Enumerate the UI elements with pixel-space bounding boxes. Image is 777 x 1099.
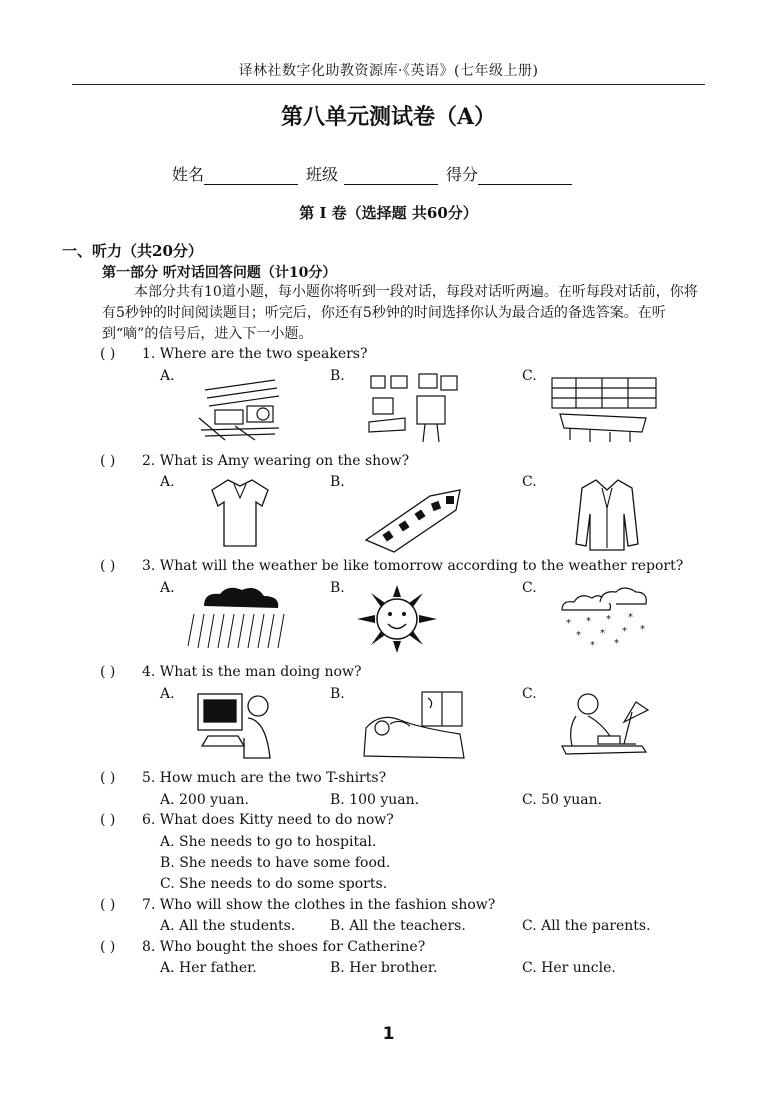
svg-text:*: * <box>566 618 571 629</box>
question-1: 1. Where are the two speakers? <box>142 346 368 362</box>
rain-icon <box>184 582 292 652</box>
option-b: B. 100 yuan. <box>330 792 420 808</box>
option-label: B. <box>330 580 345 596</box>
svg-text:*: * <box>614 638 619 649</box>
volume-title: 第 I 卷（选择题 共60分） <box>299 204 478 222</box>
sunny-icon <box>352 584 442 654</box>
class-blank[interactable] <box>344 167 438 185</box>
question-2: 2. What is Amy wearing on the show? <box>142 453 410 469</box>
answer-paren[interactable]: ( ) <box>100 346 116 362</box>
scarf-picture <box>360 480 464 554</box>
classroom-messy-picture <box>195 370 285 442</box>
man-computer-picture <box>194 688 278 760</box>
question-5: 5. How much are the two T-shirts? <box>142 770 387 786</box>
answer-paren[interactable]: ( ) <box>100 897 116 913</box>
option-b: B. All the teachers. <box>330 918 466 934</box>
option-label: B. <box>330 686 345 702</box>
option-label: A. <box>160 474 175 490</box>
svg-text:*: * <box>640 624 645 635</box>
svg-text:*: * <box>576 630 581 641</box>
option-label: C. <box>522 474 537 490</box>
instructions: 本部分共有10道小题，每小题你将听到一段对话，每段对话听两遍。在听每段对话前，你将有5秒钟的时间阅读题目；听完后，你还有5秒钟的时间选择你认为最合适的备选答案。在听到“嘀”的信号后，进入下一小题。 <box>102 284 698 342</box>
office-picture <box>365 372 463 444</box>
option-label: A. <box>160 368 175 384</box>
answer-paren[interactable]: ( ) <box>100 664 116 680</box>
svg-text:*: * <box>622 626 627 637</box>
blouse-picture <box>574 474 640 554</box>
option-c: C. All the parents. <box>522 918 651 934</box>
name-blank[interactable] <box>204 167 298 185</box>
svg-text:*: * <box>586 616 591 627</box>
option-c: C. She needs to do some sports. <box>160 876 388 892</box>
option-label: A. <box>160 686 175 702</box>
page-header: 译林社数字化助教资源库·《英语》(七年级上册) <box>238 63 539 79</box>
name-label: 姓名 <box>172 165 205 184</box>
svg-text:*: * <box>628 612 633 623</box>
name-label-group <box>172 162 298 185</box>
option-a: A. She needs to go to hospital. <box>160 834 377 850</box>
option-label: C. <box>522 686 537 702</box>
option-b: B. Her brother. <box>330 960 438 976</box>
part-title: 第一部分 听对话回答问题（计10分） <box>102 265 337 281</box>
man-sleeping-picture <box>360 688 470 760</box>
question-6: 6. What does Kitty need to do now? <box>142 812 394 828</box>
question-7: 7. Who will show the clothes in the fashion show? <box>142 897 496 913</box>
question-4: 4. What is the man doing now? <box>142 664 362 680</box>
svg-text:*: * <box>590 640 595 650</box>
option-label: C. <box>522 368 537 384</box>
answer-paren[interactable]: ( ) <box>100 558 116 574</box>
option-label: A. <box>160 580 175 596</box>
class-label-group <box>306 162 438 185</box>
score-label-group <box>446 162 572 185</box>
page-number: 1 <box>382 1024 395 1044</box>
answer-paren[interactable]: ( ) <box>100 939 116 955</box>
option-label: C. <box>522 580 537 596</box>
option-c: C. Her uncle. <box>522 960 616 976</box>
class-label: 班级 <box>306 165 339 184</box>
answer-paren[interactable]: ( ) <box>100 453 116 469</box>
answer-paren[interactable]: ( ) <box>100 770 116 786</box>
option-a: A. Her father. <box>160 960 257 976</box>
option-c: C. 50 yuan. <box>522 792 603 808</box>
option-a: A. 200 yuan. <box>160 792 249 808</box>
question-8: 8. Who bought the shoes for Catherine? <box>142 939 426 955</box>
score-label: 得分 <box>446 165 479 184</box>
option-label: B. <box>330 474 345 490</box>
snow-icon <box>556 584 652 650</box>
header-rule <box>72 84 705 85</box>
polo-shirt-picture <box>208 476 272 550</box>
library-picture <box>550 374 658 444</box>
option-a: A. All the students. <box>160 918 296 934</box>
answer-paren[interactable]: ( ) <box>100 812 116 828</box>
option-b: B. She needs to have some food. <box>160 855 391 871</box>
man-writing-picture <box>558 688 650 760</box>
question-3: 3. What will the weather be like tomorrow according to the weather report? <box>142 558 684 574</box>
svg-text:*: * <box>606 614 611 625</box>
page-title: 第八单元测试卷（A） <box>280 104 497 130</box>
svg-text:*: * <box>600 628 605 639</box>
option-label: B. <box>330 368 345 384</box>
section-title: 一、听力（共20分） <box>62 242 203 260</box>
score-blank[interactable] <box>478 167 572 185</box>
